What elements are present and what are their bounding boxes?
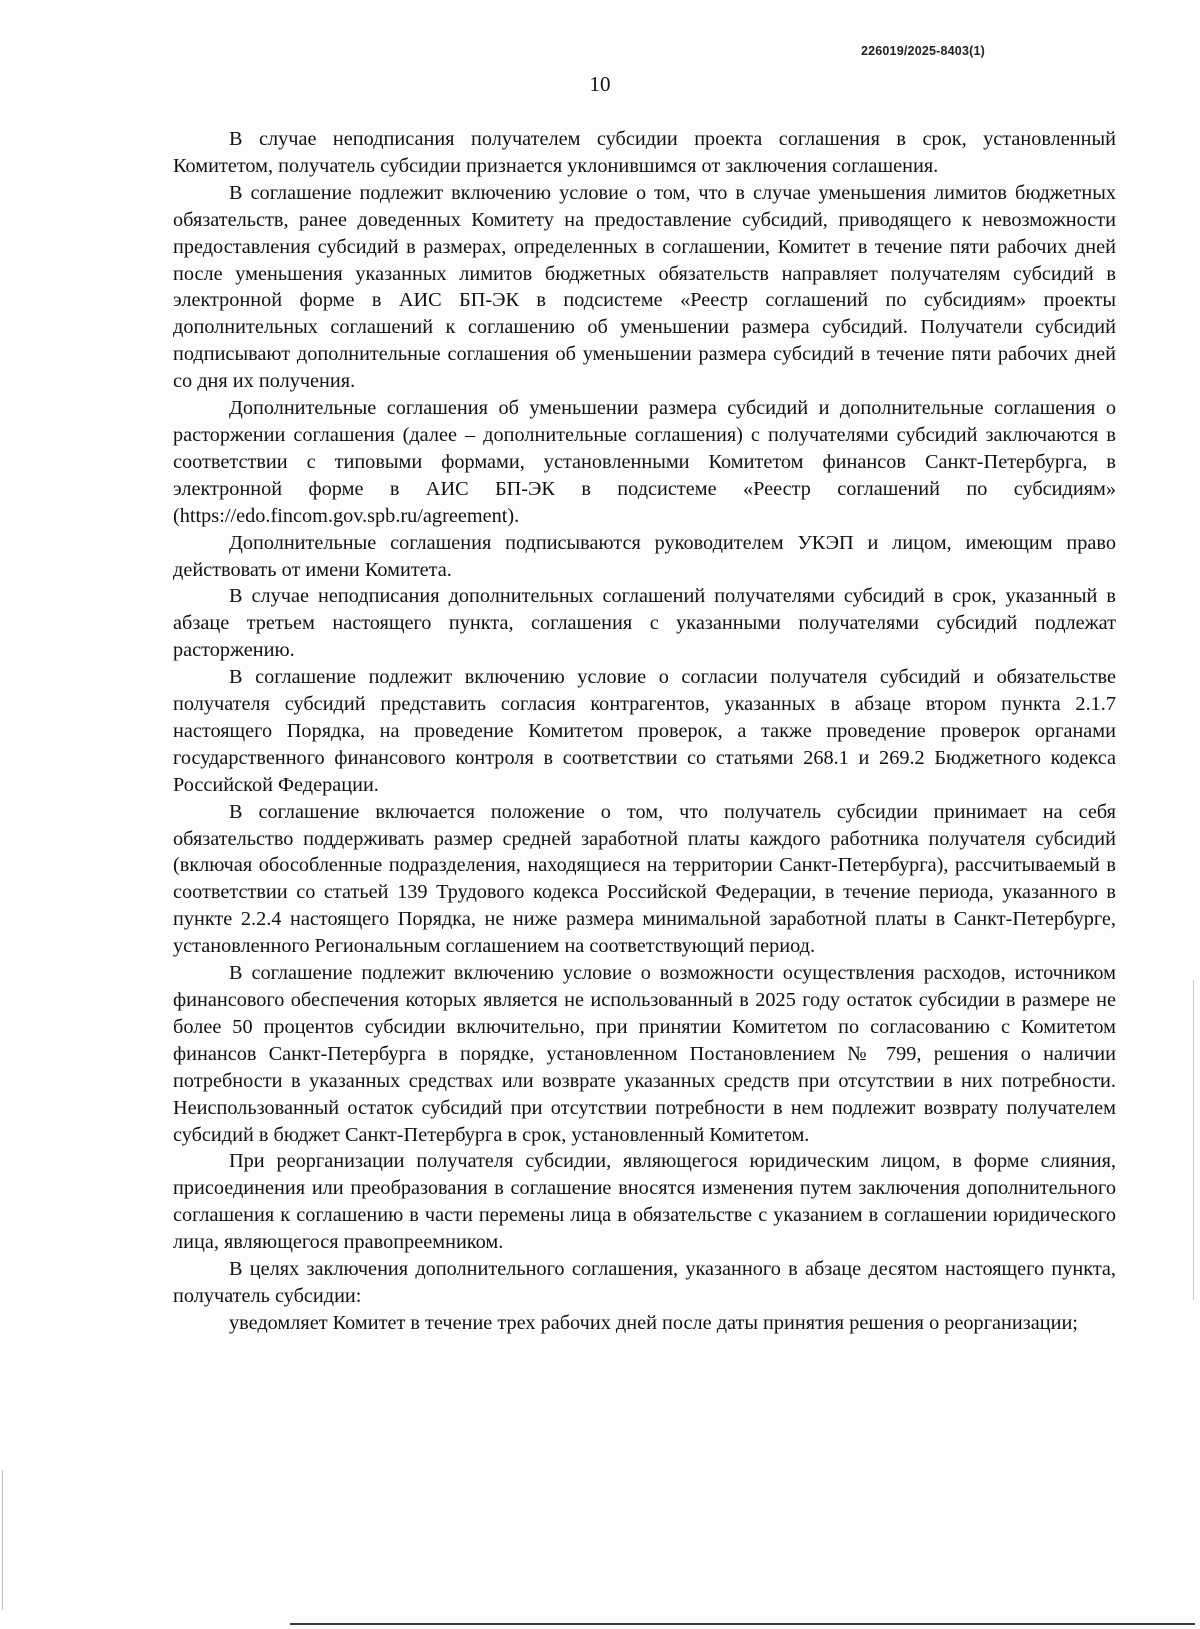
paragraph: В случае неподписания получателем субсидии проекта соглашения в срок, установленный Комитетом, получатель субсидии признается уклонившимся от заключения соглашения. (173, 128, 1116, 177)
paragraph: В соглашение подлежит включению условие о том, что в случае уменьшения лимитов бюджетных обязательств, ранее доведенных Комитету на предоставление субсидий, приводящего к невозможности предоставления субсидий в размерах, определенных в соглашении, Комитет в течение пяти рабочих дней после уменьшения указанных лимитов бюджетных обязательств направляет получателям субсидий в электронной форме в АИС БП-ЭК в подсистеме «Реестр соглашений по субсидиям» проекты дополнительных соглашений к соглашению об уменьшении размера субсидий. Получатели субсидий подписывают дополнительные соглашения об уменьшении размера субсидий в течение пяти рабочих дней со дня их получения. (173, 181, 1116, 393)
scan-edge-artifact (290, 1623, 1195, 1625)
document-body (173, 126, 1116, 1337)
paragraph: Дополнительные соглашения подписываются руководителем УКЭП и лицом, имеющим право действовать от имени Комитета. (173, 531, 1116, 581)
paragraph: уведомляет Комитет в течение трех рабочих дней после даты принятия решения о реорганизации; (229, 1311, 1078, 1334)
paragraph: В случае неподписания дополнительных соглашений получателями субсидий в срок, указанный в абзаце третьем настоящего пункта, соглашения с указанными получателями субсидий подлежат расторжению. (173, 585, 1116, 662)
paragraph: При реорганизации получателя субсидии, являющегося юридическим лицом, в форме слияния, присоединения или преобразования в соглашение вносятся изменения путем заключения дополнительного соглашения к соглашению в части перемены лица в обязательстве с указанием в соглашении юридического лица, являющегося правопреемником. (173, 1150, 1116, 1254)
paragraph: В соглашение подлежит включению условие о возможности осуществления расходов, источником финансового обеспечения которых является не использованный в 2025 году остаток субсидии в размере не более 50 процентов субсидии включительно, при принятии Комитетом по согласованию с Комитетом финансов Санкт-Петербурга в порядке, установленном Постановлением № 799, решения о наличии потребности в указанных средствах или возврате указанных средств при отсутствии в них потребности. Неиспользованный остаток субсидий при отсутствии потребности в нем подлежит возврату получателем субсидий в бюджет Санкт-Петербурга в срок, установленный Комитетом. (173, 962, 1116, 1146)
document-registration-number: 226019/2025-8403(1) (860, 44, 985, 58)
page-number: 10 (589, 72, 611, 96)
paragraph: В соглашение включается положение о том, что получатель субсидии принимает на себя обязательство поддерживать размер средней заработной платы каждого работника получателя субсидий (включая обособленные подразделения, находящиеся на территории Санкт-Петербурга), рассчитываемый в соответствии со статьей 139 Трудового кодекса Российской Федерации, в течение периода, указанного в пункте 2.2.4 настоящего Порядка, не ниже размера минимальной заработной платы в Санкт-Петербурге, установленного Региональным соглашением на соответствующий период. (173, 800, 1116, 958)
scan-edge-artifact (1193, 980, 1194, 1300)
scan-edge-artifact (2, 1470, 3, 1610)
paragraph: В целях заключения дополнительного соглашения, указанного в абзаце десятом настоящего пункта, получатель субсидии: (173, 1258, 1116, 1307)
paragraph: В соглашение подлежит включению условие о согласии получателя субсидий и обязательстве получателя субсидий представить согласия контрагентов, указанных в абзаце втором пункта 2.1.7 настоящего Порядка, на проведение Комитетом проверок, а также проведение проверок органами государственного финансового контроля в соответствии со статьями 268.1 и 269.2 Бюджетного кодекса Российской Федерации. (173, 666, 1116, 796)
paragraph: Дополнительные соглашения об уменьшении размера субсидий и дополнительные соглашения о расторжении соглашения (далее – дополнительные соглашения) с получателями субсидий заключаются в соответствии с типовыми формами, установленными Комитетом финансов Санкт-Петербурга, в электронной форме в АИС БП-ЭК в подсистеме «Реестр соглашений по субсидиям» (https://edo.fincom.gov.spb.ru/agreement). (173, 397, 1116, 527)
